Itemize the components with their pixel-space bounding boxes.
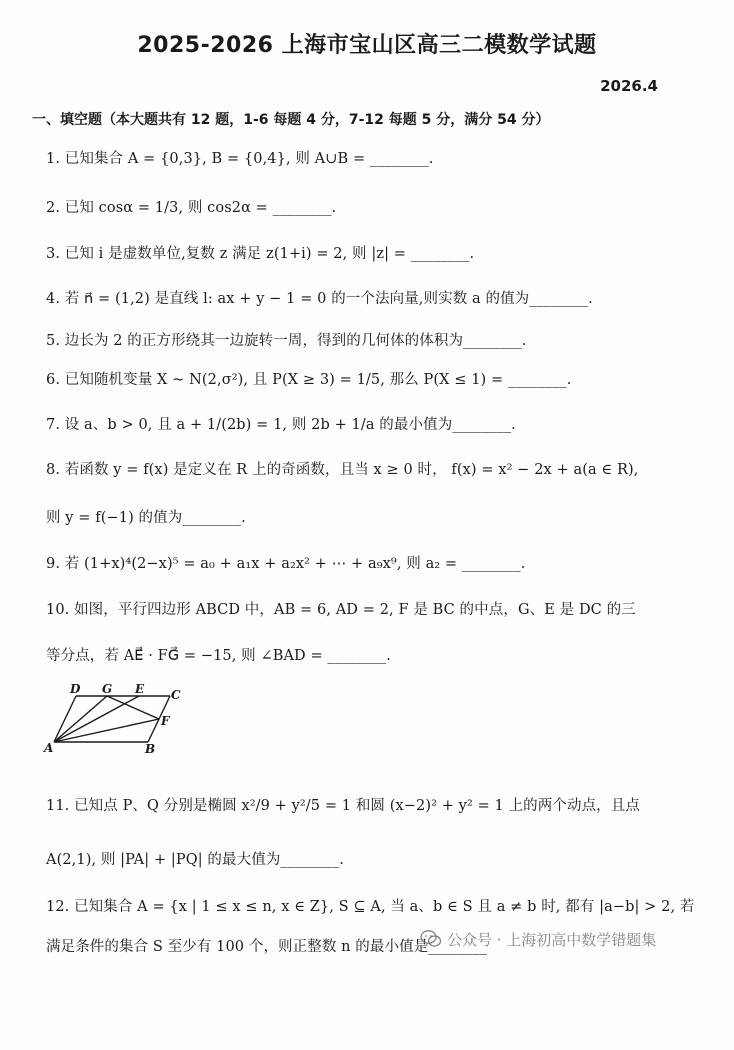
question-8: 8. 若函数 y = f(x) 是定义在 R 上的奇函数，且当 x ≥ 0 时， f(x) = x² − 2x + a(a ∈ R), bbox=[46, 462, 639, 478]
question-3: 3. 已知 i 是虚数单位,复数 z 满足 z(1+i) = 2, 则 |z| = ________. bbox=[46, 246, 475, 262]
segment-ag bbox=[54, 696, 107, 742]
question-10-cont: 等分点，若 AE⃗ · FG⃗ = −15, 则 ∠BAD = ________. bbox=[46, 648, 391, 664]
segment-ae bbox=[54, 696, 139, 742]
label-d: D bbox=[70, 682, 81, 696]
parallelogram-figure bbox=[40, 682, 200, 754]
section-heading: 一、填空题（本大题共有 12 题，1-6 每题 4 分，7-12 每题 5 分，满分 54 分） bbox=[32, 112, 550, 128]
watermark bbox=[420, 924, 670, 954]
question-1: 1. 已知集合 A = {0,3}, B = {0,4}, 则 A∪B = ________. bbox=[46, 151, 434, 167]
label-e: E bbox=[135, 682, 145, 696]
question-8-cont: 则 y = f(−1) 的值为________. bbox=[46, 510, 246, 526]
exam-date: 2026.4 bbox=[600, 77, 658, 95]
question-2: 2. 已知 cosα = 1/3, 则 cos2α = ________. bbox=[46, 200, 337, 216]
question-12: 12. 已知集合 A = {x | 1 ≤ x ≤ n, x ∈ Z}, S ⊆ A, 当 a、b ∈ S 且 a ≠ b 时, 都有 |a−b| > 2, 若 bbox=[46, 899, 695, 915]
question-9: 9. 若 (1+x)⁴(2−x)⁵ = a₀ + a₁x + a₂x² + ⋯ + a₉x⁹, 则 a₂ = ________. bbox=[46, 556, 526, 572]
question-12-cont: 满足条件的集合 S 至少有 100 个，则正整数 n 的最小值是________ bbox=[46, 939, 488, 955]
question-6: 6. 已知随机变量 X ~ N(2,σ²), 且 P(X ≥ 3) = 1/5, 那么 P(X ≤ 1) = ________. bbox=[46, 372, 572, 388]
question-5: 5. 边长为 2 的正方形绕其一边旋转一周，得到的几何体的体积为________. bbox=[46, 333, 527, 349]
segment-af bbox=[54, 719, 159, 742]
watermark-text: 公众号 · 上海初高中数学错题集 bbox=[447, 930, 657, 949]
question-10: 10. 如图，平行四边形 ABCD 中，AB = 6, AD = 2, F 是 BC 的中点，G、E 是 DC 的三 bbox=[46, 602, 636, 618]
question-4: 4. 若 n⃗ = (1,2) 是直线 l: ax + y − 1 = 0 的一个法向量,则实数 a 的值为________. bbox=[46, 291, 593, 307]
label-g: G bbox=[102, 682, 113, 696]
page-title: 2025-2026 上海市宝山区高三二模数学试题 bbox=[137, 33, 597, 58]
side-ad bbox=[54, 696, 76, 742]
label-f: F bbox=[161, 714, 170, 728]
question-11: 11. 已知点 P、Q 分别是椭圆 x²/9 + y²/5 = 1 和圆 (x−2)² + y² = 1 上的两个动点，且点 bbox=[46, 798, 640, 814]
label-b: B bbox=[145, 742, 156, 754]
label-a: A bbox=[44, 741, 54, 754]
label-c: C bbox=[171, 688, 181, 702]
question-7: 7. 设 a、b > 0, 且 a + 1/(2b) = 1, 则 2b + 1/a 的最小值为________. bbox=[46, 417, 516, 433]
question-11-cont: A(2,1), 则 |PA| + |PQ| 的最大值为________. bbox=[46, 852, 344, 868]
wechat-icon bbox=[420, 929, 442, 949]
